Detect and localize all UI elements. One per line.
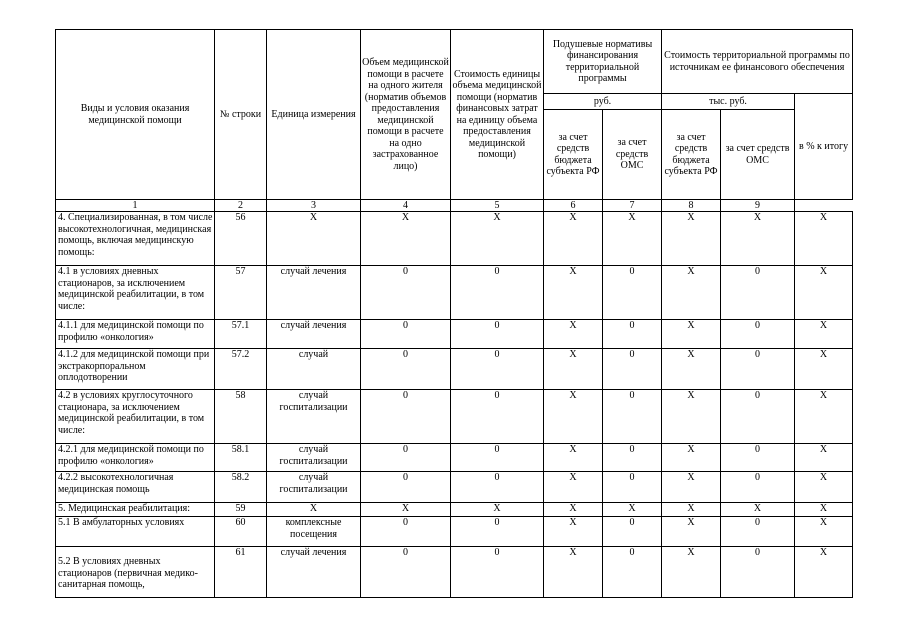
header-kind: Виды и условия оказания медицинской помощи [56, 30, 215, 200]
row-unit: случай лечения [267, 320, 361, 349]
row-unit: случай госпитализации [267, 472, 361, 503]
table-row [56, 349, 853, 390]
cell-percent: X [795, 547, 853, 598]
table-row [56, 212, 853, 266]
table-row [56, 517, 853, 547]
header-unit: Единица измерения [267, 30, 361, 200]
cell-cost-budget: X [662, 349, 721, 390]
row-name: 5.2 В условиях дневных стационаров (первичная медико-санитарная помощь, [56, 547, 215, 598]
cell-per-capita-budget: X [544, 503, 603, 517]
cell-cost-budget: X [662, 320, 721, 349]
cell-cost-budget: X [662, 212, 721, 266]
cell-cost-oms: 0 [721, 266, 795, 320]
cell-percent: X [795, 444, 853, 472]
row-name: 5.1 В амбулаторных условиях [56, 517, 215, 547]
table-row [56, 472, 853, 503]
header-cost-oms: за счет средств ОМС [721, 110, 795, 200]
cell-cost-oms: X [721, 503, 795, 517]
row-number: 60 [215, 517, 267, 547]
row-number: 58.2 [215, 472, 267, 503]
cell-per-capita-oms: 0 [603, 444, 662, 472]
territorial-program-table [55, 29, 853, 598]
cell-per-capita-oms: 0 [603, 390, 662, 444]
header-cost-budget: за счет средств бюджета субъекта РФ [662, 110, 721, 200]
row-unit: случай [267, 349, 361, 390]
table-row [56, 503, 853, 517]
cell-cost: 0 [451, 320, 544, 349]
row-unit: случай госпитализации [267, 444, 361, 472]
cell-per-capita-budget: X [544, 266, 603, 320]
header-per-capita-oms: за счет средств ОМС [603, 110, 662, 200]
cell-cost: X [451, 212, 544, 266]
cell-per-capita-oms: 0 [603, 517, 662, 547]
header-per-capita-budget: за счет средств бюджета субъекта РФ [544, 110, 603, 200]
cell-cost: 0 [451, 472, 544, 503]
cell-cost: 0 [451, 547, 544, 598]
cell-per-capita-budget: X [544, 390, 603, 444]
cell-percent: X [795, 517, 853, 547]
cell-cost-budget: X [662, 503, 721, 517]
column-number: 4 [361, 200, 451, 212]
row-number: 57.1 [215, 320, 267, 349]
cell-per-capita-oms: 0 [603, 349, 662, 390]
header-cost: Стоимость единицы объема медицинской помощи (норматив финансовых затрат на единицу объема предоставления медицинской помощи) [451, 30, 544, 200]
header-territorial-cost: Стоимость территориальной программы по источникам ее финансового обеспечения [662, 30, 853, 94]
cell-cost: 0 [451, 517, 544, 547]
table-row [56, 320, 853, 349]
cell-per-capita-oms: X [603, 503, 662, 517]
row-unit: комплексные посещения [267, 517, 361, 547]
row-number: 59 [215, 503, 267, 517]
cell-cost: 0 [451, 444, 544, 472]
table-row [56, 266, 853, 320]
cell-percent: X [795, 212, 853, 266]
cell-cost-budget: X [662, 547, 721, 598]
row-number: 61 [215, 547, 267, 598]
table-row [56, 547, 853, 598]
cell-per-capita-oms: 0 [603, 472, 662, 503]
cell-per-capita-budget: X [544, 517, 603, 547]
cell-volume: 0 [361, 444, 451, 472]
table-header [56, 30, 853, 212]
row-name: 4.1.2 для медицинской помощи при экстракорпоральном оплодотворении [56, 349, 215, 390]
cell-cost-budget: X [662, 390, 721, 444]
cell-per-capita-budget: X [544, 320, 603, 349]
column-number: 8 [662, 200, 721, 212]
cell-cost-oms: 0 [721, 472, 795, 503]
cell-percent: X [795, 349, 853, 390]
cell-volume: 0 [361, 390, 451, 444]
row-unit: случай лечения [267, 547, 361, 598]
cell-cost: X [451, 503, 544, 517]
header-row-number: № строки [215, 30, 267, 200]
row-name: 4. Специализированная, в том числе высокотехнологичная, медицинская помощь, включая медицинскую помощь: [56, 212, 215, 266]
cell-percent: X [795, 472, 853, 503]
row-name: 4.1 в условиях дневных стационаров, за исключением медицинской реабилитации, в том числе: [56, 266, 215, 320]
column-number: 9 [721, 200, 795, 212]
column-number-row [56, 200, 853, 212]
column-number: 6 [544, 200, 603, 212]
cell-cost-budget: X [662, 266, 721, 320]
row-number: 57 [215, 266, 267, 320]
row-name: 5. Медицинская реабилитация: [56, 503, 215, 517]
row-unit: X [267, 212, 361, 266]
row-unit: X [267, 503, 361, 517]
cell-volume: X [361, 212, 451, 266]
cell-percent: X [795, 320, 853, 349]
table-body [56, 212, 853, 598]
column-number: 2 [215, 200, 267, 212]
cell-percent: X [795, 266, 853, 320]
cell-cost-oms: 0 [721, 547, 795, 598]
cell-cost-budget: X [662, 517, 721, 547]
cell-per-capita-oms: X [603, 212, 662, 266]
cell-per-capita-oms: 0 [603, 547, 662, 598]
cell-volume: 0 [361, 320, 451, 349]
cell-cost-oms: 0 [721, 320, 795, 349]
row-name: 4.2.2 высокотехнологичная медицинская помощь [56, 472, 215, 503]
header-per-capita: Подушевые нормативы финансирования территориальной программы [544, 30, 662, 94]
cell-volume: X [361, 503, 451, 517]
cell-per-capita-budget: X [544, 472, 603, 503]
cell-cost-oms: 0 [721, 517, 795, 547]
cell-per-capita-budget: X [544, 444, 603, 472]
cell-cost: 0 [451, 266, 544, 320]
row-number: 56 [215, 212, 267, 266]
cell-volume: 0 [361, 266, 451, 320]
cell-cost: 0 [451, 349, 544, 390]
cell-volume: 0 [361, 517, 451, 547]
cell-volume: 0 [361, 472, 451, 503]
row-name: 4.2.1 для медицинской помощи по профилю «онкология» [56, 444, 215, 472]
row-unit: случай госпитализации [267, 390, 361, 444]
table-row [56, 444, 853, 472]
row-unit: случай лечения [267, 266, 361, 320]
cell-percent: X [795, 503, 853, 517]
cell-cost-oms: 0 [721, 390, 795, 444]
row-name: 4.1.1 для медицинской помощи по профилю «онкология» [56, 320, 215, 349]
header-thous-rub: тыс. руб. [662, 94, 795, 110]
table-row [56, 390, 853, 444]
cell-per-capita-budget: X [544, 212, 603, 266]
column-number: 5 [451, 200, 544, 212]
column-number: 7 [603, 200, 662, 212]
row-name: 4.2 в условиях круглосуточного стационара, за исключением медицинской реабилитации, в том числе: [56, 390, 215, 444]
cell-cost-oms: 0 [721, 349, 795, 390]
cell-cost-budget: X [662, 472, 721, 503]
cell-cost-budget: X [662, 444, 721, 472]
cell-volume: 0 [361, 349, 451, 390]
cell-per-capita-oms: 0 [603, 320, 662, 349]
row-number: 58 [215, 390, 267, 444]
cell-cost-oms: X [721, 212, 795, 266]
cell-per-capita-oms: 0 [603, 266, 662, 320]
cell-volume: 0 [361, 547, 451, 598]
row-number: 58.1 [215, 444, 267, 472]
cell-per-capita-budget: X [544, 349, 603, 390]
tariff-table-page [55, 29, 852, 598]
header-volume: Объем медицинской помощи в расчете на одного жителя (норматив объемов предоставления медицинской помощи в расчете на одно застрахованное лицо) [361, 30, 451, 200]
header-rub: руб. [544, 94, 662, 110]
column-number: 3 [267, 200, 361, 212]
cell-per-capita-budget: X [544, 547, 603, 598]
column-number: 1 [56, 200, 215, 212]
header-percent: в % к итогу [795, 94, 853, 200]
row-number: 57.2 [215, 349, 267, 390]
cell-cost-oms: 0 [721, 444, 795, 472]
cell-cost: 0 [451, 390, 544, 444]
cell-percent: X [795, 390, 853, 444]
